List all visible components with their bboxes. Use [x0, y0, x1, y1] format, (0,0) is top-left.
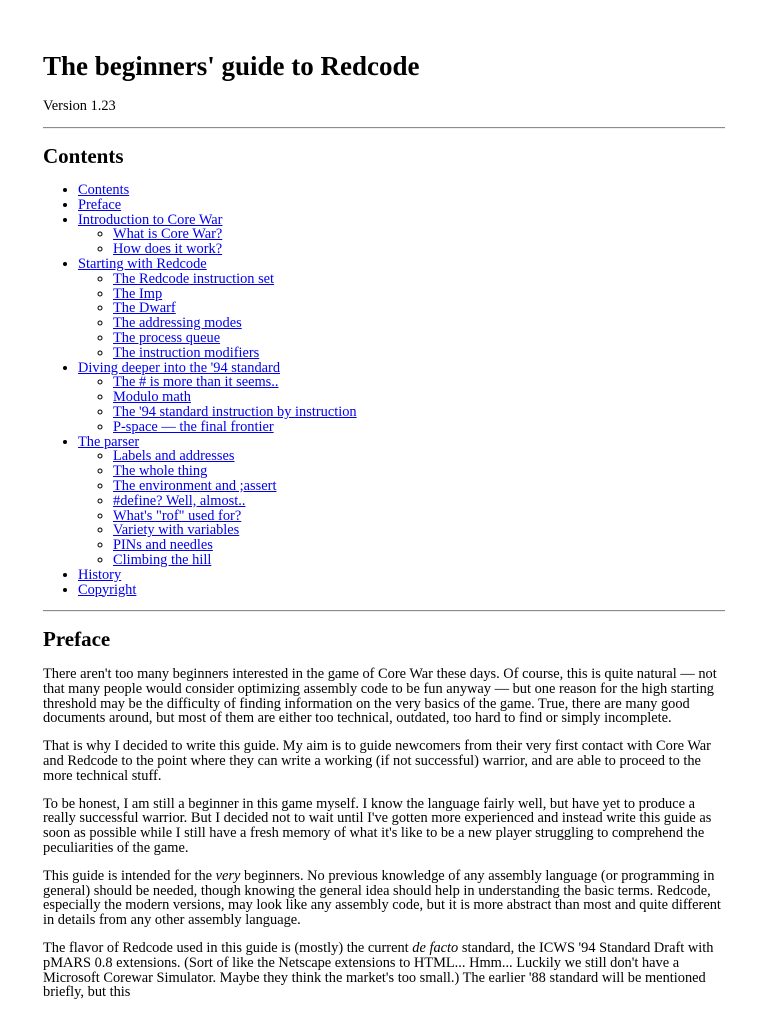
toc-link[interactable]: Copyright	[78, 581, 137, 598]
toc-sublink[interactable]: The instruction modifiers	[113, 344, 260, 361]
paragraph-text: This guide is intended for the	[43, 867, 216, 884]
paragraph	[43, 869, 725, 928]
toc-subitem	[113, 346, 725, 361]
toc-sublink[interactable]: Variety with variables	[113, 522, 240, 539]
toc-link[interactable]: Diving deeper into the '94 standard	[78, 359, 281, 376]
toc-subitem	[113, 242, 725, 257]
emphasis-text: de facto	[412, 939, 459, 956]
toc-sublink[interactable]: PINs and needles	[113, 537, 213, 554]
toc-subitem	[113, 316, 725, 331]
toc-link[interactable]: History	[78, 566, 122, 583]
divider	[43, 610, 725, 612]
toc-sublink[interactable]: How does it work?	[113, 241, 223, 258]
toc-subitem	[113, 523, 725, 538]
toc-sublist	[78, 227, 725, 257]
paragraph: There aren't too many beginners interested in the game of Core War these days. Of course, this is quite natural — not that many people would consider optimizing assembly code to be fun anyway — but one reason for the high starting threshold may be the difficulty of finding information on the very basics of the game. True, there are many good documents around, but most of them are either too technical, outdated, too hard to find or simply incomplete.	[43, 666, 717, 727]
toc-sublist	[78, 449, 725, 567]
toc-link[interactable]: Contents	[78, 182, 130, 198]
toc-sublink[interactable]: P-space — the final frontier	[113, 418, 274, 435]
paragraph	[43, 941, 725, 1000]
paragraph: That is why I decided to write this guide. My aim is to guide newcomers from their very first contact with Core War and Redcode to the point where they can write a working (if not successful) warrior, and are able to proceed to the more technical stuff.	[43, 738, 711, 784]
toc-subitem	[113, 390, 725, 405]
toc-sublink[interactable]: Climbing the hill	[113, 551, 212, 568]
toc-sublink[interactable]: The environment and ;assert	[113, 477, 277, 494]
page-title: The beginners' guide to Redcode	[43, 51, 420, 81]
toc-sublink[interactable]: The Redcode instruction set	[113, 270, 275, 287]
toc-item	[78, 257, 725, 361]
contents-heading: Contents	[43, 144, 124, 168]
emphasis-text: very	[215, 867, 241, 884]
toc-sublink[interactable]: Modulo math	[113, 389, 191, 406]
toc-subitem	[113, 405, 725, 420]
toc-sublist	[78, 272, 725, 361]
toc-item	[78, 583, 725, 598]
toc-sublink[interactable]: What's "rof" used for?	[113, 507, 242, 524]
divider	[43, 127, 725, 129]
toc-link[interactable]: Introduction to Core War	[78, 211, 223, 228]
toc-subitem	[113, 538, 725, 553]
paragraph-text: The flavor of Redcode used in this guide is (mostly) the current	[43, 939, 413, 956]
toc-subitem	[113, 464, 725, 479]
preface-body	[43, 667, 725, 1013]
toc-link[interactable]: Preface	[78, 196, 122, 213]
toc-item	[78, 198, 725, 213]
toc-subitem	[113, 479, 725, 494]
toc-item	[78, 568, 725, 583]
toc-sublink[interactable]: #define? Well, almost..	[113, 492, 246, 509]
toc-subitem	[113, 227, 725, 242]
toc-subitem	[113, 287, 725, 302]
toc-sublist	[78, 375, 725, 434]
toc-subitem	[113, 301, 725, 316]
toc-sublink[interactable]: What is Core War?	[113, 226, 223, 243]
toc-sublink[interactable]: The Imp	[113, 285, 163, 302]
toc-sublink[interactable]: The Dwarf	[113, 300, 176, 317]
toc-item	[78, 435, 725, 568]
toc-sublink[interactable]: The addressing modes	[113, 315, 242, 332]
paragraph: To be honest, I am still a beginner in this game myself. I know the language fairly well, but have yet to produce a really successful warrior. But I decided not to wait until I've gotten more experienced and instead write this guide as soon as possible while I still have a fresh memory of what it's like to be a new player struggling to comprehend the peculiarities of the game.	[43, 795, 712, 856]
version-label: Version 1.23	[43, 98, 116, 114]
toc-subitem	[113, 553, 725, 568]
toc-subitem	[113, 509, 725, 524]
toc-subitem	[113, 449, 725, 464]
toc-link[interactable]: Starting with Redcode	[78, 255, 207, 272]
toc-subitem	[113, 494, 725, 509]
toc-sublink[interactable]: The '94 standard instruction by instruction	[113, 403, 357, 420]
toc-subitem	[113, 420, 725, 435]
paragraph-text: standard, the ICWS '94 Standard Draft with pMARS 0.8 extensions. (Sort of like the Netscape extensions to HTML... Hmm... Luckily we still don't have a Microsoft Corewar Simulator. Maybe they think the market's too small.) The earlier '88 standard will be mentioned briefly, but this	[43, 939, 714, 1001]
toc-sublink[interactable]: The whole thing	[113, 463, 208, 480]
toc-subitem	[113, 272, 725, 287]
toc-sublink[interactable]: Labels and addresses	[113, 448, 235, 465]
toc-subitem	[113, 375, 725, 390]
toc-sublink[interactable]: The process queue	[113, 329, 221, 346]
toc-sublink[interactable]: The # is more than it seems..	[113, 374, 279, 391]
toc-item	[78, 183, 725, 198]
paragraph-text: beginners. No previous knowledge of any assembly language (or programming in general) should be needed, though knowing the general idea should help in understanding the basic terms. Redcode, especially the modern versions, may look like any assembly code, but it is more abstract than most and quite different in details from any other assembly language.	[43, 867, 721, 929]
toc-item	[78, 361, 725, 435]
toc-link[interactable]: The parser	[78, 433, 140, 450]
preface-heading: Preface	[43, 627, 111, 651]
toc-subitem	[113, 331, 725, 346]
table-of-contents	[43, 183, 725, 597]
toc-item	[78, 213, 725, 257]
